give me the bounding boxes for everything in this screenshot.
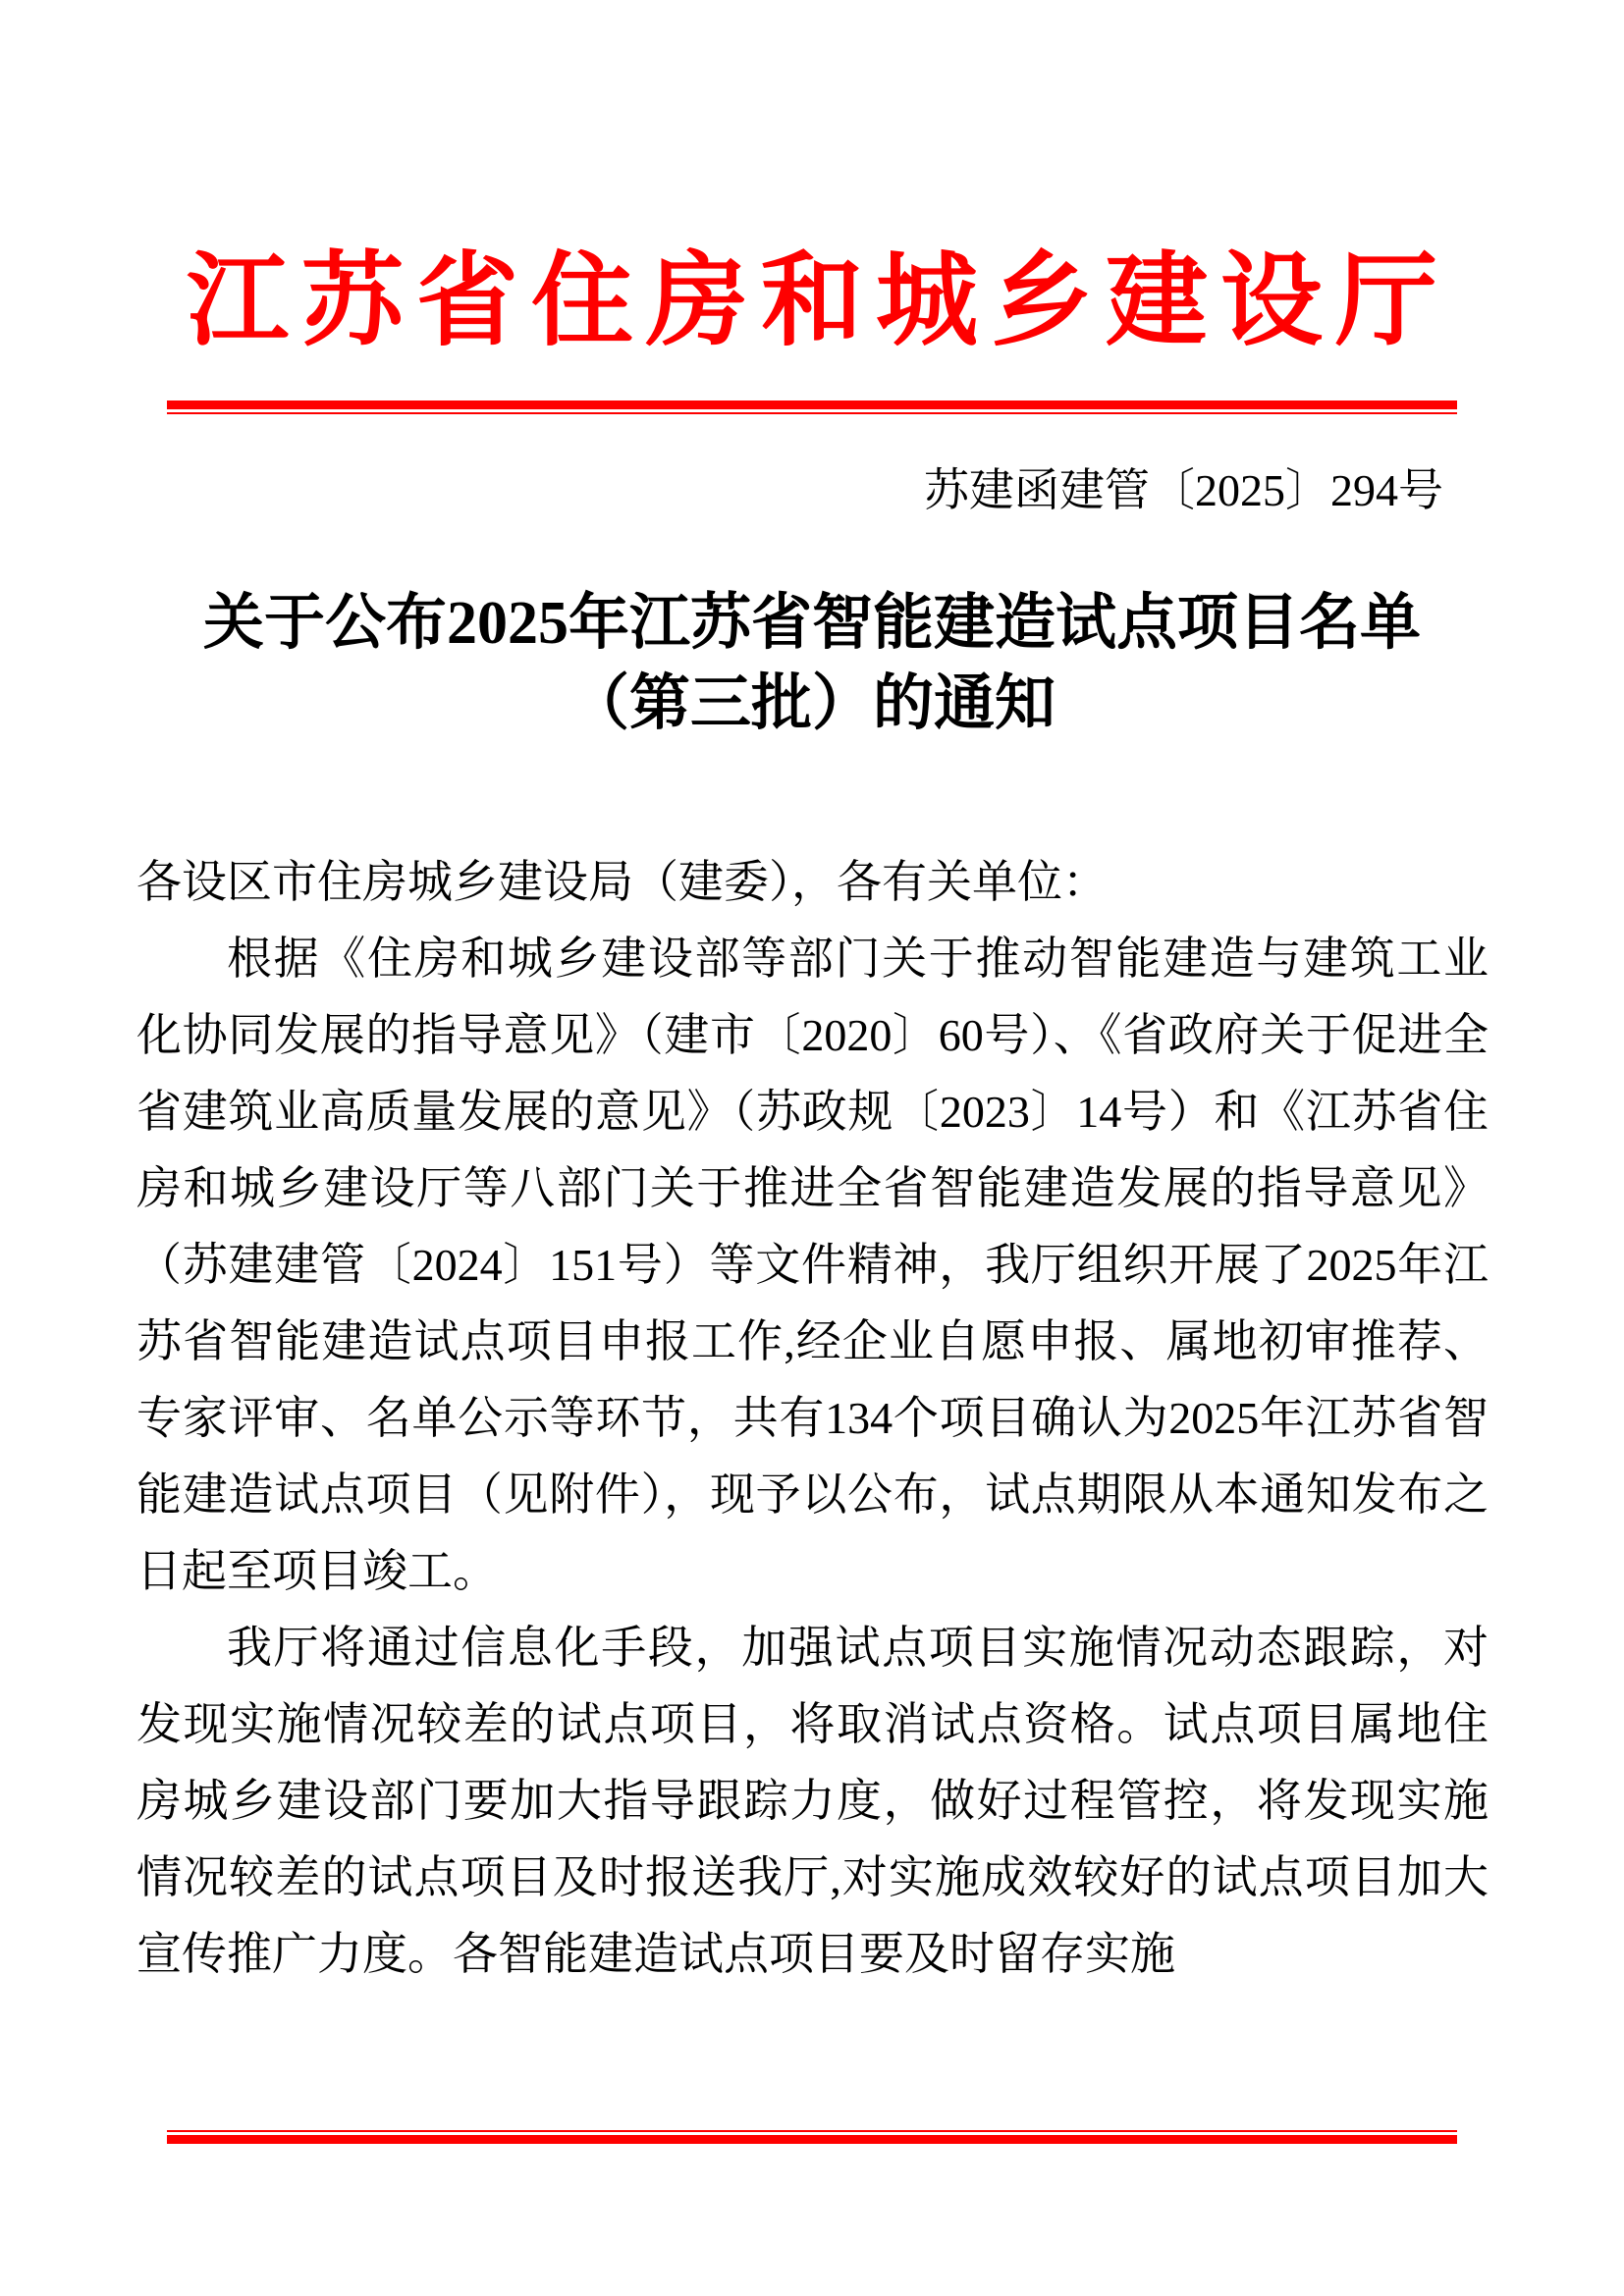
document-number: 苏建函建管〔2025〕294号 bbox=[924, 465, 1443, 515]
divider-thin-line bbox=[167, 2130, 1457, 2132]
divider-thick-line bbox=[167, 400, 1457, 409]
divider-thin-line bbox=[167, 412, 1457, 414]
document-title-line-1: 关于公布2025年江苏省智能建造试点项目名单 bbox=[202, 590, 1421, 657]
salutation-line: 各设区市住房城乡建设局（建委），各有关单位： bbox=[136, 857, 1108, 907]
body-paragraph-1: 根据《住房和城乡建设部等部门关于推动智能建造与建筑工业化协同发展的指导意见》（建市〔2020〕60号）、《省政府关于促进全省建筑业高质量发展的意见》（苏政规〔2023〕14号）和《江苏省住房和城乡建设厅等八部门关于推进全省智能建造发展的指导意见》（苏建建管〔2024〕151号）等文件精神，我厅组织开展了2025年江苏省智能建造试点项目申报工作,经企业自愿申报、属地初审推荐、专家评审、名单公示等环节，共有134个项目确认为2025年江苏省智能建造试点项目（见附件），现予以公布，试点期限从本通知发布之日起至项目竣工。 bbox=[136, 934, 1489, 1596]
document-title-line-2: （第三批）的通知 bbox=[568, 670, 1056, 737]
agency-letterhead: 江苏省住房和城乡建设厅 bbox=[186, 245, 1450, 358]
document-title bbox=[0, 583, 1624, 744]
letterhead-divider bbox=[167, 400, 1457, 414]
document-body bbox=[136, 844, 1489, 1993]
divider-thick-line bbox=[167, 2135, 1457, 2144]
body-paragraph-2: 我厅将通过信息化手段，加强试点项目实施情况动态跟踪，对发现实施情况较差的试点项目，将取消试点资格。试点项目属地住房城乡建设部门要加大指导跟踪力度，做好过程管控，将发现实施情况较差的试点项目及时报送我厅,对实施成效较好的试点项目加大宣传推广力度。各智能建造试点项目要及时留存实施 bbox=[136, 1623, 1489, 1979]
footer-divider bbox=[167, 2130, 1457, 2144]
